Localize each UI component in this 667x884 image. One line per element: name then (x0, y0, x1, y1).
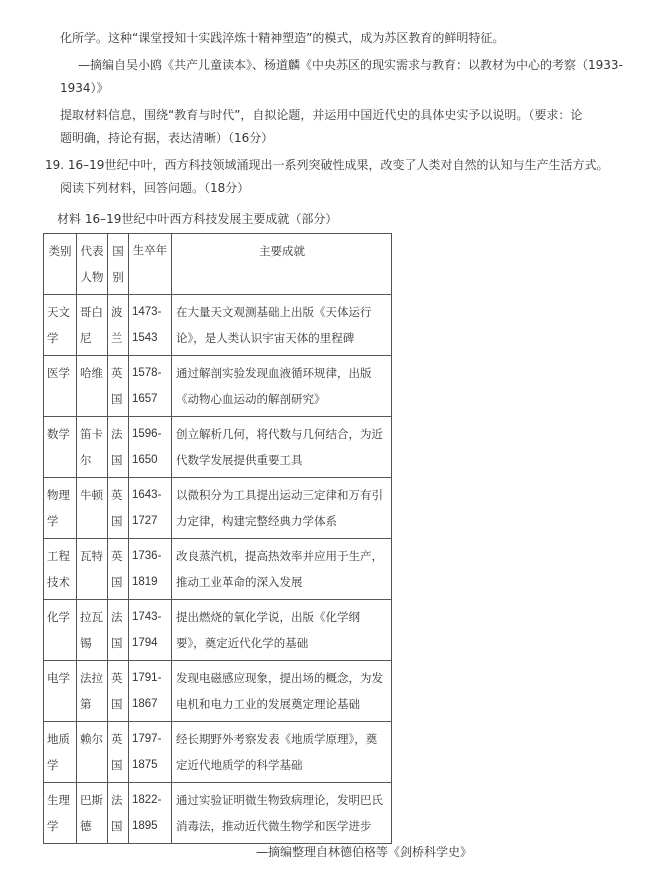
cell-years: 1822-1895 (129, 783, 172, 844)
cell-country: 英国 (108, 722, 129, 783)
cell-achievement: 创立解析几何，将代数与几何结合，为近代数学发展提供重要工具 (172, 417, 392, 478)
cell-years: 1596-1650 (129, 417, 172, 478)
cell-person: 法拉第 (77, 661, 108, 722)
cell-person: 笛卡尔 (77, 417, 108, 478)
achievements-table-wrapper (43, 233, 392, 844)
cell-person: 赖尔 (77, 722, 108, 783)
cell-achievement: 提出燃烧的氧化学说，出版《化学纲要》，奠定近代化学的基础 (172, 600, 392, 661)
table-row (44, 478, 392, 539)
cell-country: 波兰 (108, 295, 129, 356)
header-years: 生卒年 (129, 234, 172, 295)
cell-category: 地质学 (44, 722, 77, 783)
material-title: 材料 16–19世纪中叶西方科技发展主要成就（部分） (57, 212, 338, 226)
cell-category: 物理学 (44, 478, 77, 539)
cell-years: 1743-1794 (129, 600, 172, 661)
cell-years: 1473-1543 (129, 295, 172, 356)
cell-category: 化学 (44, 600, 77, 661)
table-row (44, 661, 392, 722)
cell-achievement: 改良蒸汽机，提高热效率并应用于生产，推动工业革命的深入发展 (172, 539, 392, 600)
cell-country: 英国 (108, 539, 129, 600)
cell-person: 拉瓦锡 (77, 600, 108, 661)
table-header-row (44, 234, 392, 295)
cell-achievement: 发现电磁感应现象，提出场的概念，为发电机和电力工业的发展奠定理论基础 (172, 661, 392, 722)
question-19-line-1: 19. 16–19世纪中叶，西方科技领域涌现出一系列突破性成果，改变了人类对自然的认知与生产生活方式。 (45, 158, 609, 172)
table-row (44, 600, 392, 661)
cell-achievement: 以微积分为工具提出运动三定律和万有引力定律，构建完整经典力学体系 (172, 478, 392, 539)
table-row (44, 356, 392, 417)
cell-years: 1736-1819 (129, 539, 172, 600)
cell-category: 医学 (44, 356, 77, 417)
header-person: 代表人物 (77, 234, 108, 295)
header-country: 国别 (108, 234, 129, 295)
achievements-table (43, 233, 392, 844)
cell-years: 1791-1867 (129, 661, 172, 722)
cell-achievement: 在大量天文观测基础上出版《天体运行论》，是人类认识宇宙天体的里程碑 (172, 295, 392, 356)
cell-person: 牛顿 (77, 478, 108, 539)
cell-country: 英国 (108, 478, 129, 539)
cell-category: 天文学 (44, 295, 77, 356)
cell-country: 法国 (108, 417, 129, 478)
cell-person: 哥白尼 (77, 295, 108, 356)
table-body (44, 295, 392, 844)
cell-country: 法国 (108, 783, 129, 844)
cell-category: 生理学 (44, 783, 77, 844)
text-line-3: 1934）》 (60, 81, 109, 95)
table-row (44, 417, 392, 478)
cell-country: 英国 (108, 356, 129, 417)
cell-achievement: 通过实验证明微生物致病理论，发明巴氏消毒法，推动近代微生物学和医学进步 (172, 783, 392, 844)
source-citation: —摘编整理自林德伯格等《剑桥科学史》 (256, 845, 473, 859)
cell-category: 电学 (44, 661, 77, 722)
cell-years: 1643-1727 (129, 478, 172, 539)
cell-category: 工程技术 (44, 539, 77, 600)
cell-person: 瓦特 (77, 539, 108, 600)
cell-country: 英国 (108, 661, 129, 722)
text-line-2: —摘编自吴小鸥《共产儿童读本》、杨道麟《中央苏区的现实需求与教育：以教材为中心的考察（1933- (78, 58, 623, 72)
table-row (44, 722, 392, 783)
table-row (44, 783, 392, 844)
table-row (44, 539, 392, 600)
cell-achievement: 经长期野外考察发表《地质学原理》，奠定近代地质学的科学基础 (172, 722, 392, 783)
cell-years: 1797-1875 (129, 722, 172, 783)
header-achievement: 主要成就 (172, 234, 392, 295)
text-line-5: 题明确，持论有据，表达清晰）（16分） (60, 131, 274, 145)
cell-years: 1578-1657 (129, 356, 172, 417)
cell-person: 哈维 (77, 356, 108, 417)
cell-country: 法国 (108, 600, 129, 661)
table-row (44, 295, 392, 356)
text-line-4: 提取材料信息，围绕“教育与时代”，自拟论题，并运用中国近代史的具体史实予以说明。（要求：论 (60, 108, 583, 122)
cell-person: 巴斯德 (77, 783, 108, 844)
cell-achievement: 通过解剖实验发现血液循环规律，出版《动物心血运动的解剖研究》 (172, 356, 392, 417)
text-line-1: 化所学。这种“课堂授知十实践淬炼十精神塑造”的模式，成为苏区教育的鲜明特征。 (60, 31, 505, 45)
header-category: 类别 (44, 234, 77, 295)
cell-category: 数学 (44, 417, 77, 478)
question-19-line-2: 阅读下列材料，回答问题。（18分） (60, 181, 250, 195)
